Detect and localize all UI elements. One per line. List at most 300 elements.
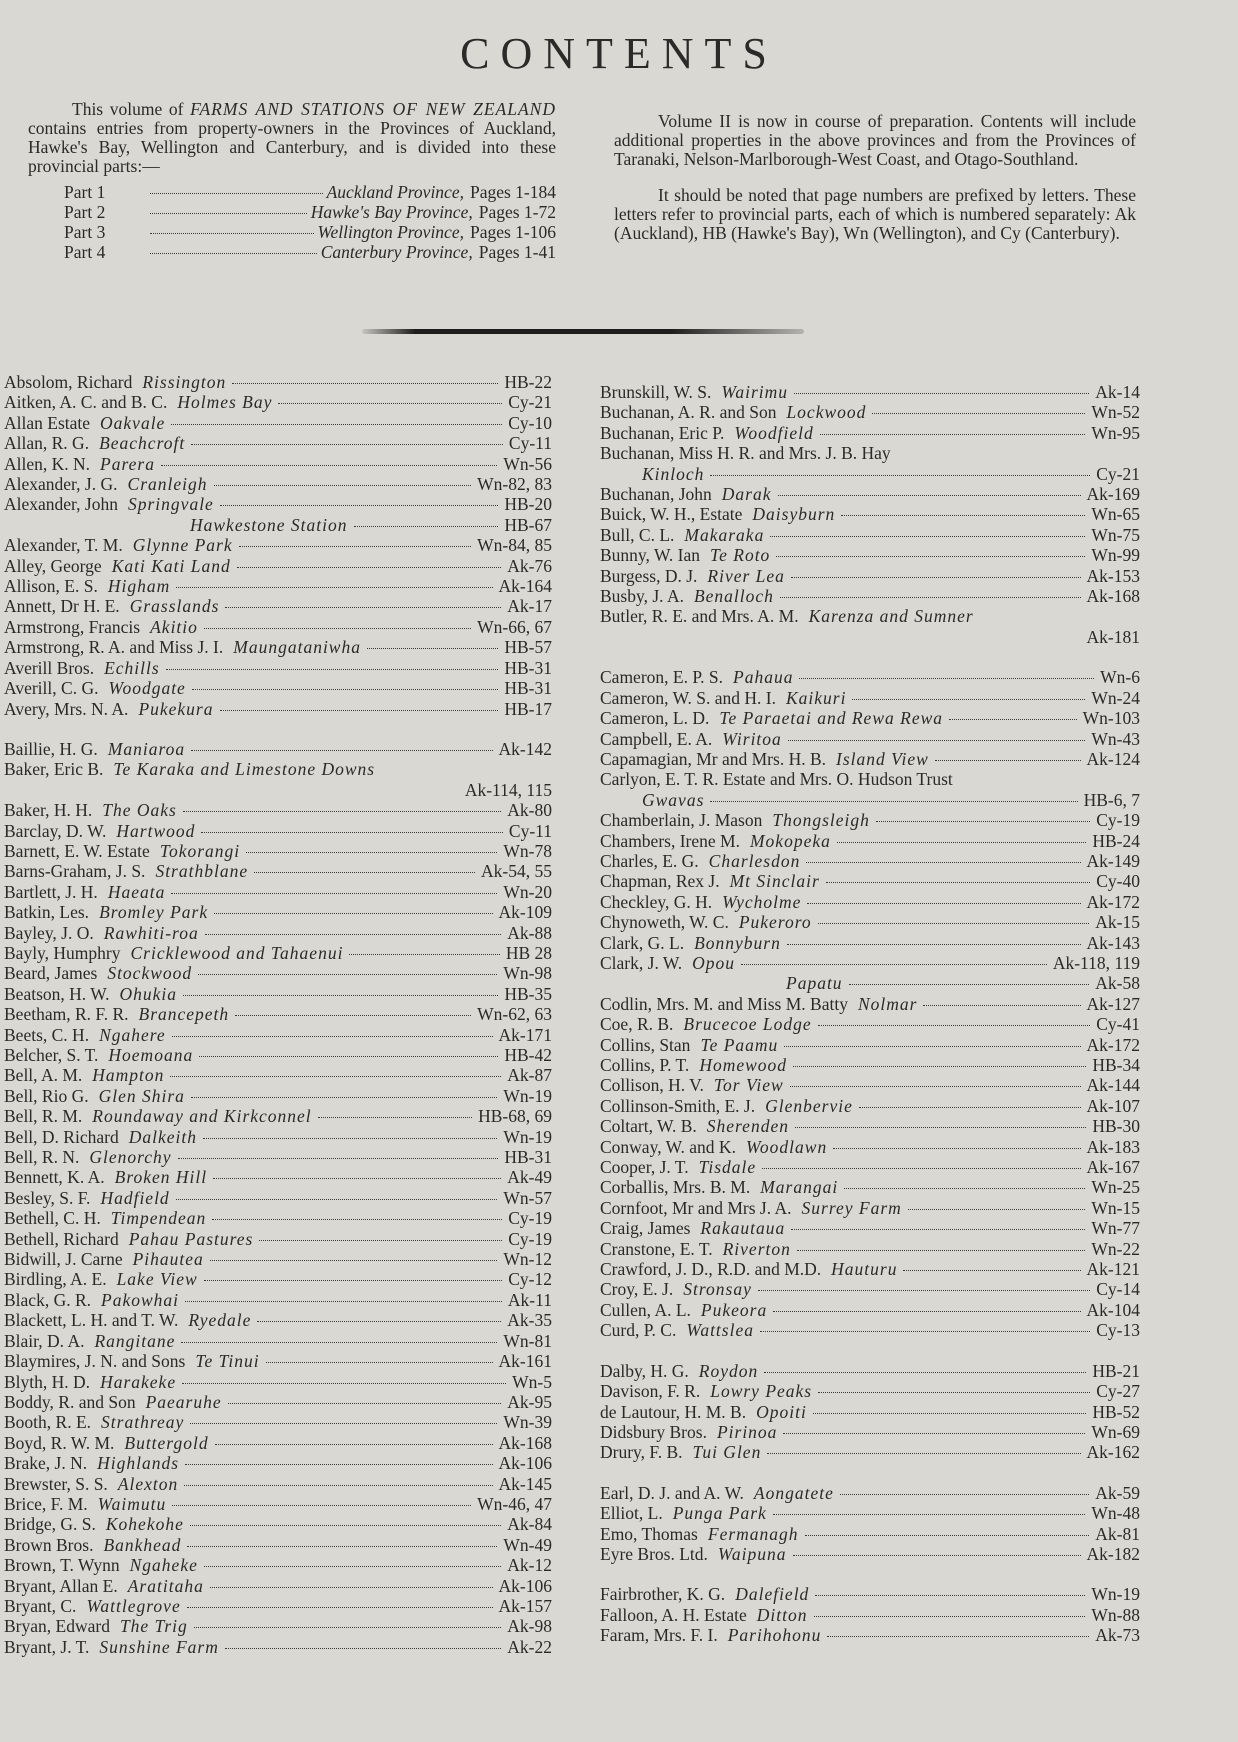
property-name: Timpendean	[110, 1208, 207, 1229]
page-ref: Ak-161	[498, 1351, 552, 1372]
page-ref: HB-31	[504, 678, 552, 699]
part-province: Auckland Province,	[326, 182, 464, 202]
leader-dots	[239, 546, 472, 547]
page-ref: Wn-15	[1091, 1197, 1140, 1218]
part-pages: Pages 1-72	[478, 202, 556, 222]
owner-name: Chambers, Irene M.	[600, 830, 740, 851]
entry-line	[4, 1453, 552, 1473]
property-name: Woodfield	[734, 422, 814, 443]
property-name: Tokorangi	[159, 840, 241, 861]
section-gap	[600, 647, 1140, 667]
index-entry	[4, 861, 552, 881]
owner-name: Beets, C. H.	[4, 1024, 90, 1045]
index-entry	[600, 1239, 1140, 1259]
entry-line	[4, 576, 552, 596]
property-name: Glenbervie	[765, 1095, 853, 1116]
leader-dots	[367, 648, 498, 649]
owner-name: Dalby, H. G.	[600, 1360, 689, 1381]
page-ref: Ak-121	[1086, 1259, 1140, 1280]
page-ref: Ak-109	[498, 902, 552, 923]
owner-name: Alley, George	[4, 555, 102, 576]
property-name: Bonnyburn	[694, 932, 781, 953]
leader-dots	[778, 495, 1081, 496]
page-ref: Cy-19	[1096, 810, 1140, 831]
owner-name: Cameron, W. S. and H. I.	[600, 687, 776, 708]
part-label: Part 4	[64, 242, 106, 262]
entry-line	[600, 871, 1140, 891]
index-entry	[600, 627, 1140, 647]
owner-name: Allen, K. N.	[4, 453, 91, 474]
entry-line	[600, 912, 1140, 932]
leader-dots	[827, 1636, 1089, 1637]
page-ref: Ak-124	[1086, 748, 1140, 769]
property-name: Mokopeka	[749, 830, 831, 851]
entry-line	[4, 1147, 552, 1167]
property-name: Wiritoa	[722, 728, 782, 749]
leader-dots	[183, 995, 498, 996]
section-gap	[600, 1463, 1140, 1483]
part-province: Hawke's Bay Province,	[310, 202, 473, 222]
part-row	[64, 183, 556, 203]
entry-line	[4, 1555, 552, 1575]
index-entry	[600, 729, 1140, 749]
page-ref: Wn-65	[1091, 504, 1140, 525]
owner-name: Armstrong, R. A. and Miss J. I.	[4, 637, 224, 658]
owner-name: Bell, A. M.	[4, 1065, 83, 1086]
property-name: Haeata	[107, 881, 166, 902]
entry-line	[4, 1004, 552, 1024]
page-ref: Wn-66, 67	[477, 616, 552, 637]
index-entry	[600, 1075, 1140, 1095]
entry-line	[4, 556, 552, 576]
owner-name: Chamberlain, J. Mason	[600, 810, 763, 831]
page-ref: Ak-88	[507, 922, 552, 943]
leader-dots	[185, 1464, 492, 1465]
leader-dots	[166, 669, 499, 670]
property-name: Glynne Park	[132, 535, 233, 556]
owner-name: Burgess, D. J.	[600, 565, 698, 586]
property-name: Wattlegrove	[86, 1595, 181, 1616]
property-name: Rissington	[142, 372, 227, 392]
property-name: Harakeke	[100, 1371, 177, 1392]
entry-line	[600, 1116, 1140, 1136]
property-name: Marangai	[760, 1177, 839, 1198]
owner-name: Besley, S. F.	[4, 1187, 91, 1208]
entry-line	[4, 821, 552, 841]
entry-line	[4, 902, 552, 922]
index-entry	[4, 1025, 552, 1045]
property-name: Strathblane	[155, 861, 249, 882]
index-entry	[4, 1637, 552, 1657]
leader-dots	[762, 1168, 1080, 1169]
index-entry	[600, 1218, 1140, 1238]
leader-dots	[171, 893, 497, 894]
property-name: Hartwood	[116, 820, 196, 841]
owner-name: Bell, Rio G.	[4, 1085, 89, 1106]
page-ref: HB-35	[504, 983, 552, 1004]
index-entry	[4, 699, 552, 719]
property-name: Pirinoa	[716, 1421, 778, 1442]
property-name: Higham	[107, 576, 171, 597]
page-ref: Wn-20	[503, 881, 552, 902]
index-entry	[4, 1596, 552, 1616]
page-ref: Ak-114, 115	[464, 779, 552, 800]
leader-dots	[818, 1392, 1090, 1393]
page-ref: Ak-149	[1086, 850, 1140, 871]
index-entry	[600, 1361, 1140, 1381]
entry-line	[642, 790, 1140, 810]
property-name: Lowry Peaks	[710, 1381, 813, 1402]
page-ref: Ak-157	[498, 1595, 552, 1616]
index-entry	[600, 871, 1140, 891]
page-ref: Ak-73	[1095, 1625, 1140, 1646]
owner-name: Belcher, S. T.	[4, 1045, 99, 1065]
entry-line	[600, 892, 1140, 912]
property-name: Paearuhe	[145, 1391, 222, 1412]
entry-line	[4, 1596, 552, 1616]
owner-name: Curd, P. C.	[600, 1320, 677, 1341]
index-entry	[4, 474, 552, 494]
leader-dots	[783, 1433, 1085, 1434]
owner-name: Bell, D. Richard	[4, 1126, 119, 1147]
leader-dots	[203, 1138, 497, 1139]
entry-line	[4, 699, 552, 719]
page-ref: Ak-106	[498, 1453, 552, 1474]
property-name: Pahau Pastures	[128, 1228, 254, 1249]
entry-line	[4, 433, 552, 453]
owner-name: Chapman, Rex J.	[600, 871, 720, 892]
leader-dots	[212, 1219, 502, 1220]
page-ref: Wn-57	[503, 1187, 552, 1208]
page-ref: Ak-59	[1095, 1482, 1140, 1503]
owner-name: Earl, D. J. and A. W.	[600, 1482, 744, 1503]
property-name: Kaikuri	[785, 687, 847, 708]
page-ref: Ak-145	[498, 1473, 552, 1494]
entry-line	[600, 1625, 1140, 1645]
owner-name: Blackett, L. H. and T. W.	[4, 1310, 179, 1331]
intro-left	[28, 100, 556, 263]
part-pages: Pages 1-106	[469, 222, 556, 242]
page-ref: Wn-6	[1100, 667, 1140, 688]
owner-name: Blaymires, J. N. and Sons	[4, 1351, 186, 1372]
page-ref: Ak-35	[507, 1310, 552, 1331]
leader-dots	[210, 1260, 498, 1261]
property-name: Broken Hill	[114, 1167, 208, 1188]
leader-dots	[872, 413, 1085, 414]
property-name: Surrey Farm	[801, 1197, 902, 1218]
leader-dots	[187, 1546, 497, 1547]
page-ref: Wn-46, 47	[477, 1493, 552, 1514]
property-name: Te Paraetai and Rewa Rewa	[719, 708, 944, 729]
page-ref: Ak-104	[1086, 1299, 1140, 1320]
property-name: Dalefield	[735, 1584, 810, 1605]
page-ref: Wn-98	[503, 963, 552, 984]
intro-paragraph	[28, 100, 556, 176]
owner-name: Barclay, D. W.	[4, 820, 107, 841]
part-label: Part 1	[64, 182, 106, 202]
owner-name: Davison, F. R.	[600, 1381, 701, 1402]
entry-line	[600, 1544, 1140, 1564]
owner-name: Brown, T. Wynn	[4, 1555, 120, 1576]
entry-line	[4, 1045, 552, 1065]
index-entry	[4, 1045, 552, 1065]
owner-name: Annett, Dr H. E.	[4, 596, 120, 617]
owner-name: Clark, J. W.	[600, 952, 683, 973]
page-ref: HB-22	[504, 372, 552, 392]
property-name: Sunshine Farm	[99, 1636, 219, 1657]
index-entry	[4, 1433, 552, 1453]
entry-line	[4, 454, 552, 474]
index-entry	[600, 1320, 1140, 1340]
owner-name: Alexander, John	[4, 494, 118, 515]
property-name: Bromley Park	[99, 902, 209, 923]
leader-dots	[170, 1076, 501, 1077]
page-ref: Wn-81	[503, 1330, 552, 1351]
page-ref: Wn-82, 83	[477, 474, 552, 495]
leader-dots	[807, 903, 1080, 904]
page-ref: HB 28	[505, 942, 552, 963]
entry-line	[4, 413, 552, 433]
entry-line	[4, 372, 552, 392]
section-gap	[600, 1564, 1140, 1584]
owner-name: Butler, R. E. and Mrs. A. M.	[600, 606, 799, 627]
owner-name: Baillie, H. G.	[4, 738, 98, 759]
leader-dots	[176, 587, 492, 588]
index-entry	[600, 810, 1140, 830]
index-entry	[600, 484, 1140, 504]
index-entry	[600, 402, 1140, 422]
owner-name: de Lautour, H. M. B.	[600, 1401, 747, 1422]
part-label: Part 2	[64, 202, 106, 222]
leader-dots	[354, 526, 499, 527]
property-name: Daisyburn	[752, 504, 836, 525]
page-ref: Wn-5	[512, 1371, 552, 1392]
leader-dots	[235, 1015, 471, 1016]
leader-dots	[791, 1229, 1085, 1230]
page-ref: Ak-106	[498, 1575, 552, 1596]
property-name: Wycholme	[722, 891, 802, 912]
owner-name: Collison, H. V.	[600, 1075, 704, 1096]
property-name: Wattslea	[686, 1320, 754, 1341]
property-name: Parihohonu	[727, 1625, 822, 1646]
owner-name: Boyd, R. W. M.	[4, 1432, 115, 1453]
owner-name: Buchanan, Eric P.	[600, 422, 725, 443]
entry-line	[4, 1412, 552, 1432]
entry-line	[600, 851, 1140, 871]
property-name: Woodgate	[108, 678, 186, 699]
leader-dots	[204, 1566, 501, 1567]
entry-line	[600, 1055, 1140, 1075]
owner-name: Busby, J. A.	[600, 586, 684, 607]
index-entry	[600, 1442, 1140, 1462]
owner-name: Baker, H. H.	[4, 800, 93, 821]
entry-line	[4, 658, 552, 678]
leader-dots	[194, 1627, 502, 1628]
page-ref: Ak-17	[507, 596, 552, 617]
index-entry	[600, 423, 1140, 443]
index-entry	[4, 1453, 552, 1473]
property-name: Roydon	[698, 1360, 759, 1381]
property-name: Fermanagh	[707, 1523, 799, 1544]
entry-line	[4, 1208, 552, 1228]
page-ref: Ak-80	[507, 800, 552, 821]
owner-name: Brewster, S. S.	[4, 1473, 108, 1494]
index-entry	[4, 535, 552, 555]
owner-name: Didsbury Bros.	[600, 1421, 707, 1442]
entry-line	[600, 402, 1140, 422]
owner-name: Campbell, E. A.	[600, 728, 713, 749]
property-name: Roundaway and Kirkconnel	[92, 1106, 312, 1127]
owner-name: Black, G. R.	[4, 1289, 92, 1310]
leader-dots	[201, 832, 503, 833]
index-entry	[4, 637, 552, 657]
property-name: Cricklewood and Tahaenui	[130, 942, 344, 963]
property-name: Brancepeth	[138, 1004, 230, 1025]
leader-dots	[793, 1066, 1086, 1067]
owner-name: Elliot, L.	[600, 1503, 663, 1524]
owner-name: Fairbrother, K. G.	[600, 1584, 726, 1605]
index-entry	[4, 1188, 552, 1208]
index-entry	[600, 1381, 1140, 1401]
leader-dots	[192, 689, 499, 690]
owner-name: Avery, Mrs. N. A.	[4, 698, 129, 719]
intro-text: contains entries from property-owners in the Provinces of Auckland, Hawke's Bay, Wellington and Canterbury, and is divided into these provincial parts:—	[28, 118, 556, 176]
owner-name: Falloon, A. H. Estate	[600, 1604, 747, 1625]
leader-dots	[182, 1383, 506, 1384]
page-ref: Ak-11	[507, 1289, 552, 1310]
page-ref: Ak-143	[1086, 932, 1140, 953]
page-ref: HB-24	[1092, 830, 1140, 851]
page-ref: Ak-167	[1086, 1157, 1140, 1178]
entry-line	[600, 545, 1140, 565]
property-name: Echills	[104, 657, 160, 678]
property-name: Opou	[692, 952, 736, 973]
owner-name: Allan, R. G.	[4, 433, 90, 454]
index-entry	[600, 1096, 1140, 1116]
entry-line	[600, 1361, 1140, 1381]
owner-name: Blair, D. A.	[4, 1330, 85, 1351]
property-name: Pukekura	[138, 698, 214, 719]
property-name: Mt Sinclair	[729, 871, 820, 892]
owner-name: Batkin, Les.	[4, 902, 90, 923]
index-entry	[600, 1584, 1140, 1604]
index-entry	[4, 1392, 552, 1412]
index-entry	[4, 1412, 552, 1432]
leader-dots	[776, 556, 1085, 557]
property-name: Pukeroro	[738, 912, 812, 933]
page-ref: Wn-39	[503, 1412, 552, 1433]
leader-dots	[199, 1056, 498, 1057]
leader-dots	[949, 719, 1077, 720]
index-entry	[600, 1279, 1140, 1299]
index-entry	[4, 658, 552, 678]
index-entry	[4, 1086, 552, 1106]
entry-line	[600, 1422, 1140, 1442]
entry-line	[4, 1433, 552, 1453]
property-name: Ohukia	[119, 983, 178, 1004]
index-entry	[4, 963, 552, 983]
owner-name: Croy, E. J.	[600, 1279, 674, 1300]
volume-two-note: Volume II is now in course of preparation. Contents will include additional properties in the above provinces and from the Provinces of Taranaki, Nelson-Marlborough-West Coast, and Otago-Southland.	[614, 111, 1136, 169]
entry-line	[190, 515, 552, 535]
section-gap	[4, 719, 552, 739]
owner-name: Allan Estate	[4, 412, 91, 433]
property-name: Brucecoe Lodge	[683, 1014, 812, 1035]
entry-line	[786, 973, 1140, 993]
owner-name: Brown Bros.	[4, 1534, 94, 1555]
owner-name: Bryant, C.	[4, 1595, 77, 1616]
entry-line	[600, 382, 1140, 402]
owner-name: Checkley, G. H.	[600, 891, 713, 912]
entry-line	[600, 1198, 1140, 1218]
entry-line	[4, 739, 552, 759]
index-entry	[4, 923, 552, 943]
property-name: Kati Kati Land	[111, 555, 231, 576]
owner-name: Alexander, J. G.	[4, 474, 118, 495]
page-ref: Wn-19	[1091, 1584, 1140, 1605]
page-ref: Ak-127	[1086, 993, 1140, 1014]
entry-line	[600, 1605, 1140, 1625]
page-ref: Cy-11	[508, 820, 552, 841]
property-name: Nolmar	[857, 993, 918, 1014]
page-ref: Ak-168	[498, 1432, 552, 1453]
index-entry	[4, 1576, 552, 1596]
property-name: Bankhead	[103, 1534, 182, 1555]
property-name: Dalkeith	[128, 1126, 197, 1147]
leader-dots	[205, 934, 502, 935]
owner-name: Alexander, T. M.	[4, 535, 123, 556]
index-entry	[4, 1127, 552, 1147]
leader-dots	[741, 964, 1047, 965]
index-entry	[600, 545, 1140, 565]
property-name: Rangitane	[94, 1330, 176, 1351]
leader-dots	[214, 913, 492, 914]
entry-line	[600, 1300, 1140, 1320]
entry-line	[4, 1351, 552, 1371]
entry-line	[4, 1167, 552, 1187]
entry-line	[600, 1320, 1140, 1340]
page-ref: Cy-21	[1096, 463, 1140, 484]
index-entry	[600, 1483, 1140, 1503]
page-ref: Wn-25	[1091, 1177, 1140, 1198]
divider-rule	[362, 329, 804, 334]
leader-dots	[790, 1086, 1081, 1087]
leader-dots	[259, 1240, 502, 1241]
leader-dots	[780, 597, 1081, 598]
property-name: Rawhiti-roa	[103, 922, 199, 943]
page-ref: Wn-99	[1091, 545, 1140, 566]
owner-name: Emo, Thomas	[600, 1523, 698, 1544]
entry-line	[4, 943, 552, 963]
index-entry	[4, 882, 552, 902]
entry-line	[600, 1442, 1140, 1462]
property-name: Grasslands	[129, 596, 220, 617]
index-entry	[4, 1004, 552, 1024]
page-ref: Ak-76	[507, 555, 552, 576]
owner-name: Coe, R. B.	[600, 1014, 674, 1035]
leader-dots	[190, 1423, 497, 1424]
owner-name: Beatson, H. W.	[4, 983, 110, 1004]
entry-line	[600, 769, 1140, 789]
page-ref: Ak-169	[1086, 484, 1140, 505]
entry-line	[4, 1025, 552, 1045]
property-name: The Oaks	[102, 800, 177, 821]
owner-name: Carlyon, E. T. R. Estate and Mrs. O. Hudson Trust	[600, 769, 953, 790]
page-ref: HB-57	[504, 637, 552, 658]
owner-name: Bidwill, J. Carne	[4, 1249, 123, 1270]
owner-name: Booth, R. E.	[4, 1412, 92, 1433]
index-entry	[600, 688, 1140, 708]
